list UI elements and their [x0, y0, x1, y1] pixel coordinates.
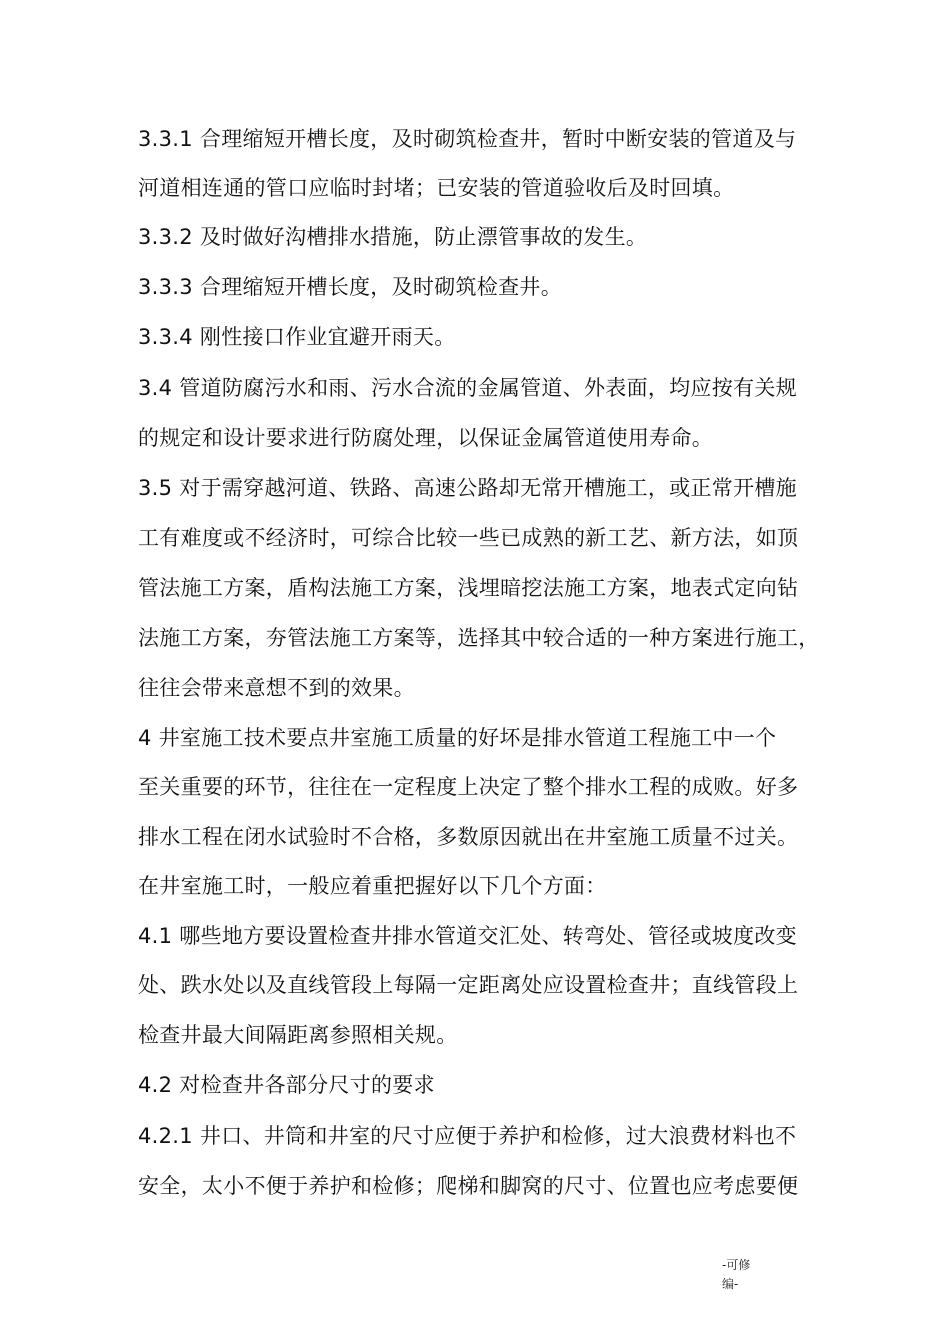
- text-line-7: 的规定和设计要求进行防腐处理，以保证金属管道使用寿命。: [138, 426, 714, 450]
- text-line-12: 往往会带来意想不到的效果。: [138, 676, 415, 700]
- text-line-9: 工有难度或不经济时，可综合比较一些已成熟的新工艺、新方法，如顶: [138, 526, 799, 550]
- footer-line-1: -可修: [722, 1258, 751, 1272]
- text-line-8: 3.5 对于需穿越河道、铁路、高速公路却无常开槽施工，或正常开槽施: [138, 476, 797, 500]
- text-line-6: 3.4 管道防腐污水和雨、污水合流的金属管道、外表面，均应按有关规: [138, 376, 797, 400]
- text-line-22: 安全，太小不便于养护和检修；爬梯和脚窝的尺寸、位置也应考虑要便: [138, 1174, 799, 1198]
- text-line-4: 3.3.3 合理缩短开槽长度，及时砌筑检查井。: [138, 275, 563, 299]
- text-line-21: 4.2.1 井口、井筒和井室的尺寸应便于养护和检修，过大浪费材料也不: [138, 1124, 797, 1148]
- text-line-16: 在井室施工时，一般应着重把握好以下几个方面：: [138, 874, 607, 898]
- text-line-18: 处、跌水处以及直线管段上每隔一定距离处应设置检查井；直线管段上: [138, 973, 799, 997]
- text-line-2: 河道相连通的管口应临时封堵；已安装的管道验收后及时回填。: [138, 176, 735, 200]
- text-line-10: 管法施工方案，盾构法施工方案，浅埋暗挖法施工方案，地表式定向钻: [138, 576, 799, 600]
- text-line-20: 4.2 对检查井各部分尺寸的要求: [138, 1073, 435, 1097]
- text-line-19: 检查井最大间隔距离参照相关规。: [138, 1023, 458, 1047]
- text-line-3: 3.3.2 及时做好沟槽排水措施，防止漂管事故的发生。: [138, 225, 648, 249]
- footer-line-2: 编-: [722, 1277, 739, 1291]
- text-line-15: 排水工程在闭水试验时不合格，多数原因就出在井室施工质量不过关。: [138, 825, 799, 849]
- text-line-11: 法施工方案，夯管法施工方案等，选择其中较合适的一种方案进行施工，: [138, 626, 820, 650]
- text-line-17: 4.1 哪些地方要设置检查井排水管道交汇处、转弯处、管径或坡度改变: [138, 924, 797, 948]
- text-line-5: 3.3.4 刚性接口作业宜避开雨天。: [138, 325, 456, 349]
- text-line-14: 至关重要的环节，往往在一定程度上决定了整个排水工程的成败。好多: [138, 775, 799, 799]
- text-line-13: 4 井室施工技术要点井室施工质量的好坏是排水管道工程施工中一个: [138, 726, 777, 750]
- text-line-1: 3.3.1 合理缩短开槽长度，及时砌筑检查井，暂时中断安装的管道及与: [138, 127, 797, 151]
